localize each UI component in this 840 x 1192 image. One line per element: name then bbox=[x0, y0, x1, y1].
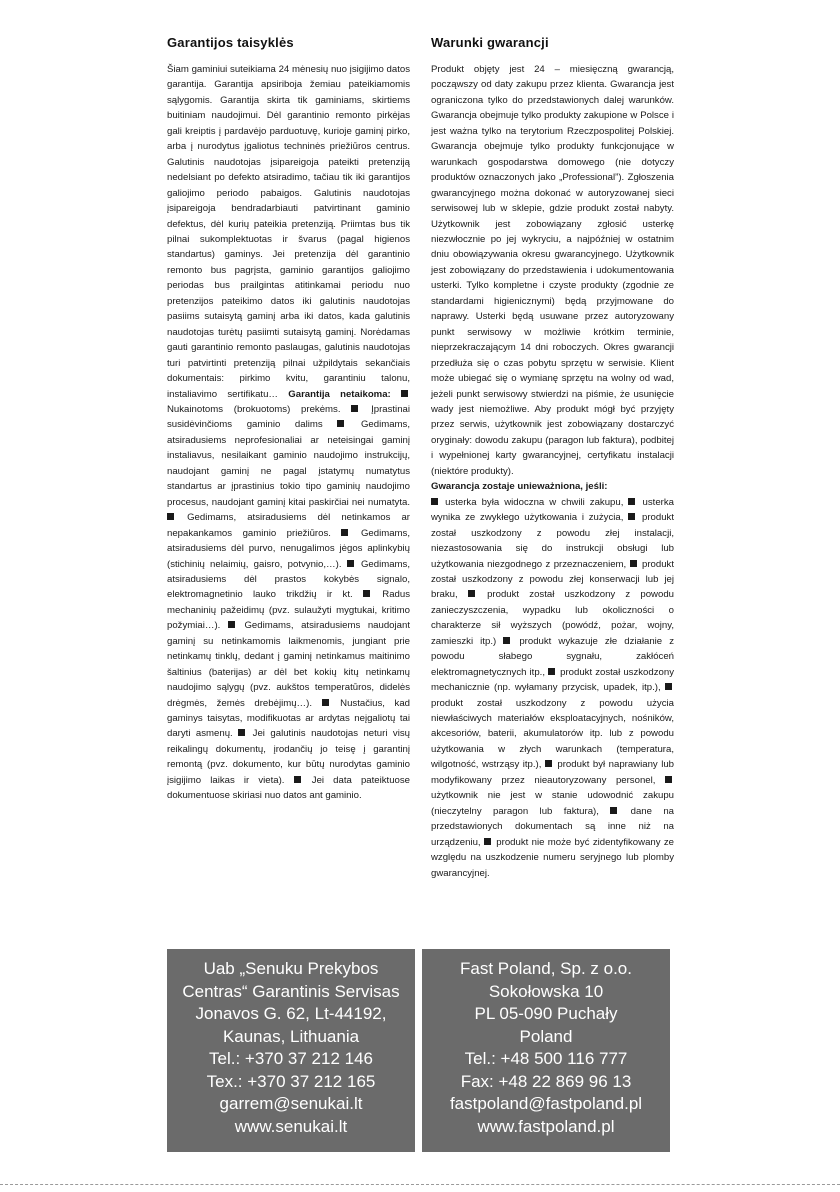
bullet-square-icon bbox=[665, 776, 672, 783]
contact-line: Sokołowska 10 bbox=[488, 981, 604, 1001]
contact-line: Jonavos G. 62, Lt-44192, bbox=[195, 1004, 387, 1023]
poland-service-contact-box bbox=[422, 949, 670, 1152]
contact-line: Fast Poland, Sp. z o.o. bbox=[460, 959, 632, 978]
contact-email: fastpoland@fastpoland.pl bbox=[449, 1094, 643, 1113]
contact-line: Poland bbox=[519, 1026, 573, 1046]
exclusion-item: produkt nie może być zidentyfikowany ze względu na uszkodzenie numeru seryjnego lub plomby gwarancyjnej. bbox=[431, 836, 675, 879]
bullet-square-icon bbox=[503, 637, 510, 644]
lithuanian-warranty-body bbox=[167, 62, 410, 804]
bullet-square-icon bbox=[347, 560, 354, 567]
bullet-square-icon bbox=[484, 838, 491, 845]
polish-warranty-title: Warunki gwarancji bbox=[431, 35, 549, 50]
bullet-square-icon bbox=[351, 405, 358, 412]
lithuanian-warranty-title: Garantijos taisyklės bbox=[167, 35, 294, 50]
lithuania-service-contact-box bbox=[167, 949, 415, 1152]
polish-exclusions-block bbox=[431, 479, 674, 881]
contact-fax: Fax: +48 22 869 96 13 bbox=[460, 1071, 632, 1091]
exclusion-item: produkt wykazuje złe działanie z powodu słabego sygnału, zakłóceń elektromagnetycznych itp., bbox=[431, 635, 674, 678]
bullet-square-icon bbox=[167, 513, 174, 520]
bullet-square-icon bbox=[610, 807, 617, 814]
contact-email: garrem@senukai.lt bbox=[219, 1094, 363, 1113]
cut-line-divider bbox=[0, 1184, 840, 1185]
bullet-square-icon bbox=[665, 683, 672, 690]
lithuanian-warranty-column bbox=[167, 34, 410, 804]
exclusion-item: dane na przedstawionych dokumentach są inne niż na urządzeniu, bbox=[431, 805, 674, 848]
bullet-square-icon bbox=[548, 668, 555, 675]
exclusion-item: Įprastinai susidėvinčioms gaminio dalims bbox=[167, 403, 410, 431]
contact-line: Uab „Senuku Prekybos bbox=[203, 959, 379, 978]
exclusion-item: produkt został uszkodzony mechanicznie (np. wyłamany przycisk, upadek, itp.), bbox=[431, 666, 674, 694]
contact-website: www.senukai.lt bbox=[234, 1116, 348, 1136]
exclusion-item: Gedimams, atsiradusiems naudojant gaminį su netinkamomis laikmenomis, jungiant prie netinkamų tinklų, dedant į gaminį netinkamus maitinimo šaltinius (baterijas) ar dėl bet kokių kitų netinkamų naudojimo sąlygų (pvz. aukštos temperatūros, didelės drėgmės, žemės drebėjimų…). bbox=[167, 620, 410, 709]
exclusion-item: Jei galutinis naudotojas neturi visų reikalingų dokumentų, įrodančių jo teisę į garantinį remontą (pvz. dokumento, kur būtų nurodytas gaminio įsigijimo laikas ir vieta). bbox=[167, 728, 410, 786]
bullet-square-icon bbox=[628, 513, 635, 520]
exclusion-item: Radus mechaninių pažeidimų (pvz. sulaužyti mygtukai, kritimo požymiai…). bbox=[167, 589, 410, 632]
polish-exclusions-list bbox=[431, 497, 674, 879]
exclusion-item: produkt został uszkodzony z powodu użycia niewłaściwych materiałów eksploatacyjnych, nośników, akcesoriów, baterii, akumulatorów itp. lub z powodu użytkowania w złych warunkach (temperatura, wilgotność, wstrząsy itp.), bbox=[431, 697, 674, 771]
contact-phone: Tel.: +370 37 212 146 bbox=[209, 1049, 373, 1068]
exclusion-item: Gedimams, atsiradusiems dėl netinkamos ar nepakankamos gaminio priežiūros. bbox=[167, 512, 410, 539]
contact-phone: Tel.: +48 500 116 777 bbox=[464, 1049, 628, 1068]
exclusion-item: Gedimams, atsiradusiems neprofesionaliai ar neteisingai gaminį instaliavus, nesilaikant gaminio naudojimo instrukcijų, naudojant gaminį ne pagal įstatymų numatytus standartus ar įprastinius tokio tipo gaminių naudojimo procesus, naudojant gaminį kitai paskirčiai nei numatyta. bbox=[167, 419, 411, 508]
exclusion-item: produkt został uszkodzony z powodu złej konserwacji lub jej braku, bbox=[431, 558, 674, 601]
contact-website: www.fastpoland.pl bbox=[477, 1116, 615, 1136]
polish-exclusions-label: Gwarancja zostaje unieważniona, jeśli: bbox=[431, 481, 608, 493]
exclusion-item: produkt został uszkodzony z powodu złej instalacji, niezastosowania się do instrukcji obsługi lub użytkowania niezgodnego z przeznaczeniem, bbox=[431, 512, 675, 570]
bullet-square-icon bbox=[628, 498, 635, 505]
exclusion-item: usterka była widoczna w chwili zakupu, bbox=[445, 496, 624, 508]
lithuanian-exclusions-list bbox=[167, 389, 410, 802]
polish-warranty-column bbox=[431, 34, 674, 881]
lithuanian-warranty-text: Šiam gaminiui suteikiama 24 mėnesių nuo įsigijimo datos garantija. Garantija apsiriboja žemiau pateikiamomis sąlygomis. Garantija skirta tik gaminiams, skirtiems buitiniam naudojimui. Dėl garantinio remonto pirkėjas gali kreiptis į pardavėjo parduotuvę, kurioje gaminį pirko, arba į nurodytus įgaliotus techninės priežiūros centrus. Galutinis naudotojas įsipareigoja pateikti pretenziją nedelsiant po defekto atsiradimo, tačiau tik iki garantijos galiojimo periodo pabaigos. Galutinis naudotojas įsipareigoja bendradarbiauti patvirtinant gaminio defektus, dėl kurių pateikia pretenziją. Priimtas bus tik pilnai sukomplektuotas ir švarus (pagal higienos standartus) gaminys. Jei pretenzija dėl garantinio remonto bus pagrįsta, gaminio garantijos galiojimo periodas bus prailgintas atitinkamai periodu nuo pretenzijos pateikimo datos iki galutinis naudotojas pasiims sutaisytą gaminį arba iki datos, kada galutinis naudotojas turėtų pasiimti sutaisytą gaminį. Norėdamas gauti garantinio remonto paslaugas, galutinis naudotojas turi patvirtinti pretenziją pilnai užpildytais sekančiais dokumentais: pirkimo kvitu, garantiniu talonu, instaliavimo sertifikatu… bbox=[167, 64, 410, 400]
bullet-square-icon bbox=[401, 390, 408, 397]
exclusion-item: produkt został uszkodzony z powodu zanieczyszczenia, wypadku lub okoliczności o charakterze sił wyższych (powódź, pożar, wojny, zamieszki itp.) bbox=[431, 589, 674, 647]
bullet-square-icon bbox=[337, 420, 344, 427]
bullet-square-icon bbox=[363, 590, 370, 597]
exclusion-item: Jei data pateiktuose dokumentuose skiriasi nuo datos ant gaminio. bbox=[167, 774, 411, 802]
contact-line: Kaunas, Lithuania bbox=[222, 1026, 360, 1046]
exclusion-item: użytkownik nie jest w stanie udowodnić zakupu (nieczytelny paragon lub faktura), bbox=[431, 790, 674, 817]
bullet-square-icon bbox=[545, 760, 552, 767]
bullet-square-icon bbox=[322, 699, 329, 706]
exclusion-item: Nukainotoms (brokuotoms) prekėms. bbox=[167, 403, 341, 415]
exclusion-item: Gedimams, atsiradusiems dėl prastos kokybės signalo, elektromagnetinio lauko trikdžių ir kt. bbox=[167, 558, 410, 601]
exclusion-item: produkt był naprawiany lub modyfikowany przez nieautoryzowany personel, bbox=[431, 759, 674, 786]
contact-line: PL 05-090 Puchały bbox=[474, 1004, 618, 1023]
service-contacts bbox=[167, 949, 670, 1152]
bullet-square-icon bbox=[341, 529, 348, 536]
bullet-square-icon bbox=[431, 498, 438, 505]
exclusion-item: Nustačius, kad gaminys taisytas, modifikuotas ar ardytas neįgaliotų tai daryti asmenų. bbox=[167, 697, 410, 740]
bullet-square-icon bbox=[294, 776, 301, 783]
exclusion-item: usterka wynika ze zwykłego użytkowania i zużycia, bbox=[431, 496, 674, 524]
contact-fax: Tex.: +370 37 212 165 bbox=[206, 1071, 376, 1091]
exclusion-item: Gedimams, atsiradusiems dėl purvo, nenugalimos jėgos aplinkybių (stichinių nelaimių, gaisro, potvynio,…). bbox=[167, 527, 411, 570]
bullet-square-icon bbox=[630, 560, 637, 567]
contact-line: Centras“ Garantinis Servisas bbox=[182, 981, 400, 1001]
bullet-square-icon bbox=[238, 729, 245, 736]
bullet-square-icon bbox=[228, 621, 235, 628]
polish-warranty-body: Produkt objęty jest 24 – miesięczną gwarancją, począwszy od daty zakupu przez klienta. Gwarancja jest ograniczona tylko do przedstawionych dalej warunków. Gwarancja obejmuje tylko produkty zakupione w Polsce i jest ważna tylko na terytorium Rzeczpospolitej Polskiej. Gwarancja obejmuje tylko produkty funkcjonujące w warunkach gospodarstwa domowego (nie dotyczy produktów oznaczonych jako „Professional”). Zgłoszenia gwarancyjnego można dokonać w autoryzowanej sieci serwisowej lub w sklepie, gdzie produkt został nabyty. Użytkownik jest zobowiązany zgłosić usterkę niezwłocznie po jej wykryciu, a najpóźniej w ostatnim dniu obowiązywania okresu gwarancyjnego. Użytkownik jest zobowiązany do przedstawienia i udokumentowania usterki. Tylko kompletne i czyste produkty (zgodnie ze standardami higienicznymi) będą przyjmowane do naprawy. Usterki będą usuwane przez autoryzowany punkt serwisowy w możliwie krótkim terminie, nieprzekraczającym 14 dni roboczych. Okres gwarancji przedłuża się o czas pobytu sprzętu w serwisie. Klient może ubiegać się o wymianę sprzętu na wolny od wad, jeżeli punkt serwisowy stwierdzi na piśmie, że usunięcie wady jest niemożliwe. Aby produkt mógł być przyjęty przez serwis, użytkownik jest zobowiązany dostarczyć oryginały: dowodu zakupu (paragon lub faktura), podbitej i wypełnionej karty gwarancyjnej, certyfikatu instalacji (niektóre produkty). bbox=[431, 64, 674, 477]
lithuanian-exclusions-label: Garantija netaikoma: bbox=[288, 388, 391, 400]
bullet-square-icon bbox=[468, 590, 475, 597]
